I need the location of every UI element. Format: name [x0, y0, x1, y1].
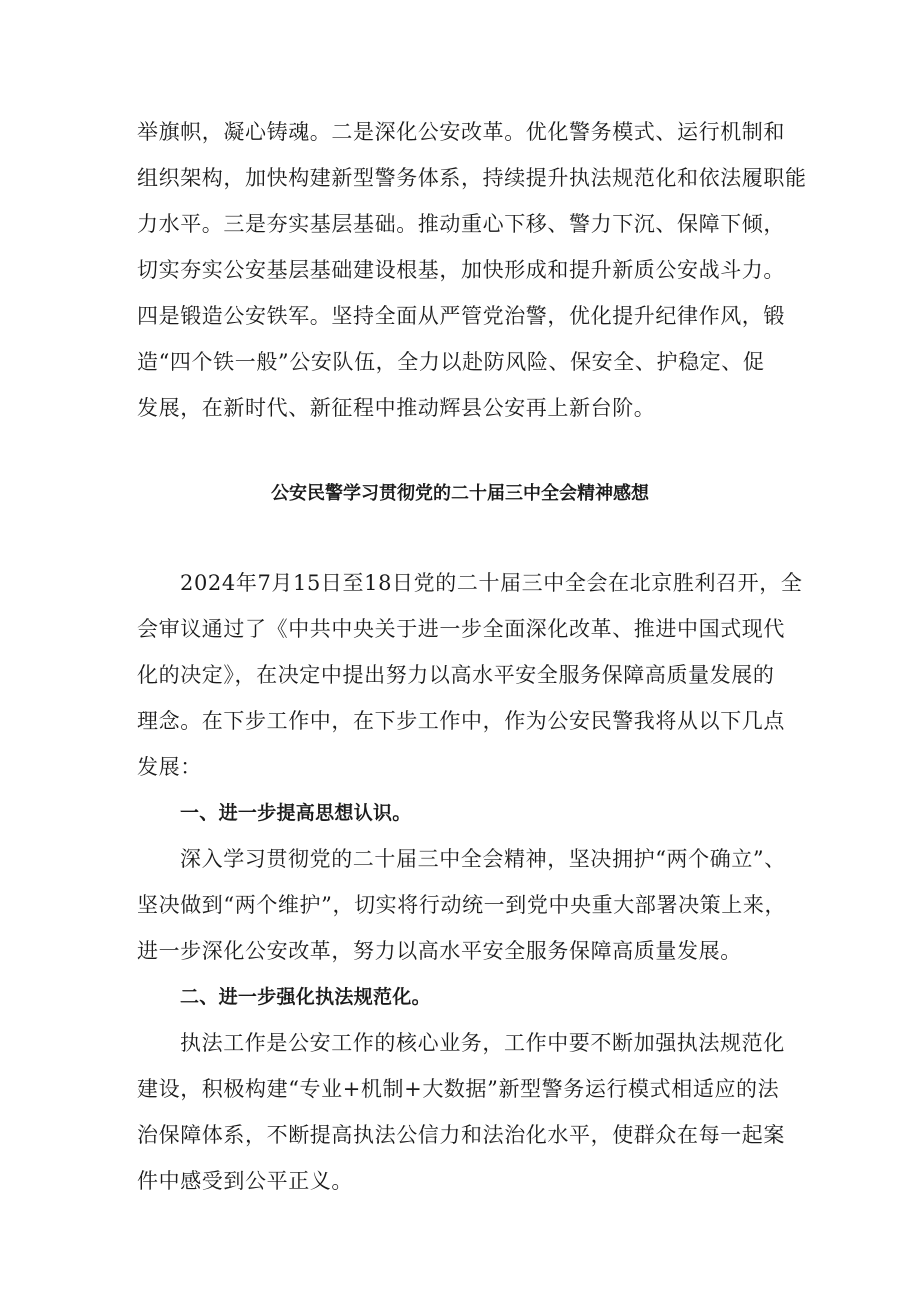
opening-line-3: 化的决定》，在决定中提出努力以高水平安全服务保障高质量发展的: [137, 663, 775, 687]
intro-line-2: 组织架构，加快构建新型警务体系，持续提升执法规范化和依法履职能: [137, 166, 807, 190]
intro-line-1: 举旗帜，凝心铸魂。二是深化公安改革。优化警务模式、运行机制和: [137, 120, 785, 144]
section-1-line-3: 进一步深化公安改革，努力以高水平安全服务保障高质量发展。: [137, 939, 742, 963]
section-1-line-1: 深入学习贯彻党的二十届三中全会精神，坚决拥护“两个确立”、: [180, 847, 786, 871]
intro-line-4: 切实夯实公安基层基础建设根基，加快形成和提升新质公安战斗力。: [137, 258, 785, 282]
section-2-line-4: 件中感受到公平正义。: [137, 1169, 353, 1193]
section-2-heading: 二、进一步强化执法规范化。: [180, 986, 431, 1008]
opening-line-1: 2024年7月15日至18日党的二十届三中全会在北京胜利召开，全: [180, 571, 803, 595]
article-title: 公安民警学习贯彻党的二十届三中全会精神感想: [271, 483, 649, 504]
section-1-heading: 一、进一步提高思想认识。: [180, 802, 412, 824]
section-2-line-3: 治保障体系，不断提高执法公信力和法治化水平，使群众在每一起案: [137, 1123, 785, 1147]
intro-line-7: 发展，在新时代、新征程中推动辉县公安再上新台阶。: [137, 396, 656, 420]
opening-line-4: 理念。在下步工作中，在下步工作中，作为公安民警我将从以下几点: [137, 709, 785, 733]
section-2-line-1: 执法工作是公安工作的核心业务，工作中要不断加强执法规范化: [180, 1031, 785, 1055]
opening-line-2: 会审议通过了《中共中央关于进一步全面深化改革、推进中国式现代: [137, 617, 785, 641]
section-2-line-2: 建设，积极构建“专业+机制+大数据”新型警务运行模式相适应的法: [137, 1077, 780, 1101]
section-1-line-2: 坚决做到“两个维护”，切实将行动统一到党中央重大部署决策上来，: [137, 893, 787, 917]
intro-line-6: 造“四个铁一般”公安队伍，全力以赴防风险、保安全、护稳定、促: [137, 350, 765, 374]
opening-line-5: 发展：: [137, 755, 202, 779]
intro-line-3: 力水平。三是夯实基层基础。推动重心下移、警力下沉、保障下倾，: [137, 212, 785, 236]
intro-line-5: 四是锻造公安铁军。坚持全面从严管党治警，优化提升纪律作风，锻: [137, 304, 785, 328]
